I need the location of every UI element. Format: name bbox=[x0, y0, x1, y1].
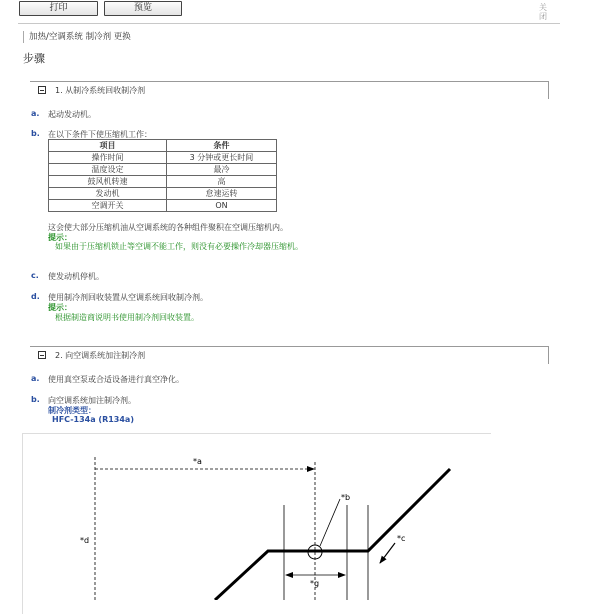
step-text: 向空调系统加注制冷剂。 bbox=[48, 396, 136, 405]
step-text: 使用真空泵或合适设备进行真空净化。 bbox=[48, 375, 184, 384]
table-cell: 怠速运转 bbox=[167, 188, 277, 200]
leader-line-b bbox=[320, 499, 340, 546]
step-letter: a. bbox=[31, 374, 40, 383]
step-text: 在以下条件下使压缩机工作： bbox=[48, 130, 152, 139]
section-title: 1. 从制冷系统回收制冷剂 bbox=[55, 86, 146, 95]
hint-label: 提示： bbox=[48, 233, 72, 242]
close-link[interactable]: 关闭 bbox=[539, 3, 547, 21]
diagram-label-b: *b bbox=[341, 493, 351, 502]
table-cell: 鼓风机转速 bbox=[49, 176, 167, 188]
step-letter: a. bbox=[31, 109, 40, 118]
table-cell: 最冷 bbox=[167, 164, 277, 176]
diagram-label-a: *a bbox=[193, 457, 202, 466]
diagram-label-g: *g bbox=[310, 579, 320, 588]
table-cell: 高 bbox=[167, 176, 277, 188]
step-text: 起动发动机。 bbox=[48, 110, 96, 119]
refrigerant-type-label: 制冷剂类型： bbox=[48, 406, 96, 415]
charge-curve bbox=[215, 469, 450, 600]
step-text: 使用制冷剂回收装置从空调系统回收制冷剂。 bbox=[48, 293, 208, 302]
note-text: 这会使大部分压缩机油从空调系统的各种组件聚积在空调压缩机内。 bbox=[48, 223, 288, 232]
step-letter: c. bbox=[31, 271, 39, 280]
table-cell: 发动机 bbox=[49, 188, 167, 200]
step-text: 使发动机停机。 bbox=[48, 272, 104, 281]
step-letter: d. bbox=[31, 292, 40, 301]
breadcrumb: 加热/空调系统 制冷剂 更换 bbox=[23, 31, 131, 43]
table-cell: 操作时间 bbox=[49, 152, 167, 164]
page-title: 步骤 bbox=[23, 52, 45, 65]
refrigerant-type-value: HFC-134a (R134a) bbox=[52, 415, 134, 424]
diagram-label-c: *c bbox=[397, 534, 406, 543]
hint-text: 如果由于压缩机锁止等空调不能工作，则没有必要操作冷却器压缩机。 bbox=[55, 242, 303, 251]
step-letter: b. bbox=[31, 129, 40, 138]
arrow-c bbox=[380, 543, 395, 563]
hint-text: 根据制造商说明书使用制冷剂回收装置。 bbox=[55, 313, 199, 322]
print-button[interactable]: 打印 bbox=[19, 1, 98, 16]
table-cell: 温度设定 bbox=[49, 164, 167, 176]
table-cell: 3 分钟或更长时间 bbox=[167, 152, 277, 164]
column-header: 条件 bbox=[167, 140, 277, 152]
table-cell: 空调开关 bbox=[49, 200, 167, 212]
hint-label: 提示： bbox=[48, 303, 72, 312]
section-title: 2. 向空调系统加注制冷剂 bbox=[55, 351, 146, 360]
table-cell: ON bbox=[167, 200, 277, 212]
step-letter: b. bbox=[31, 395, 40, 404]
preview-button[interactable]: 预览 bbox=[104, 1, 182, 16]
diagram-label-d: *d bbox=[80, 536, 90, 545]
column-header: 项目 bbox=[49, 140, 167, 152]
